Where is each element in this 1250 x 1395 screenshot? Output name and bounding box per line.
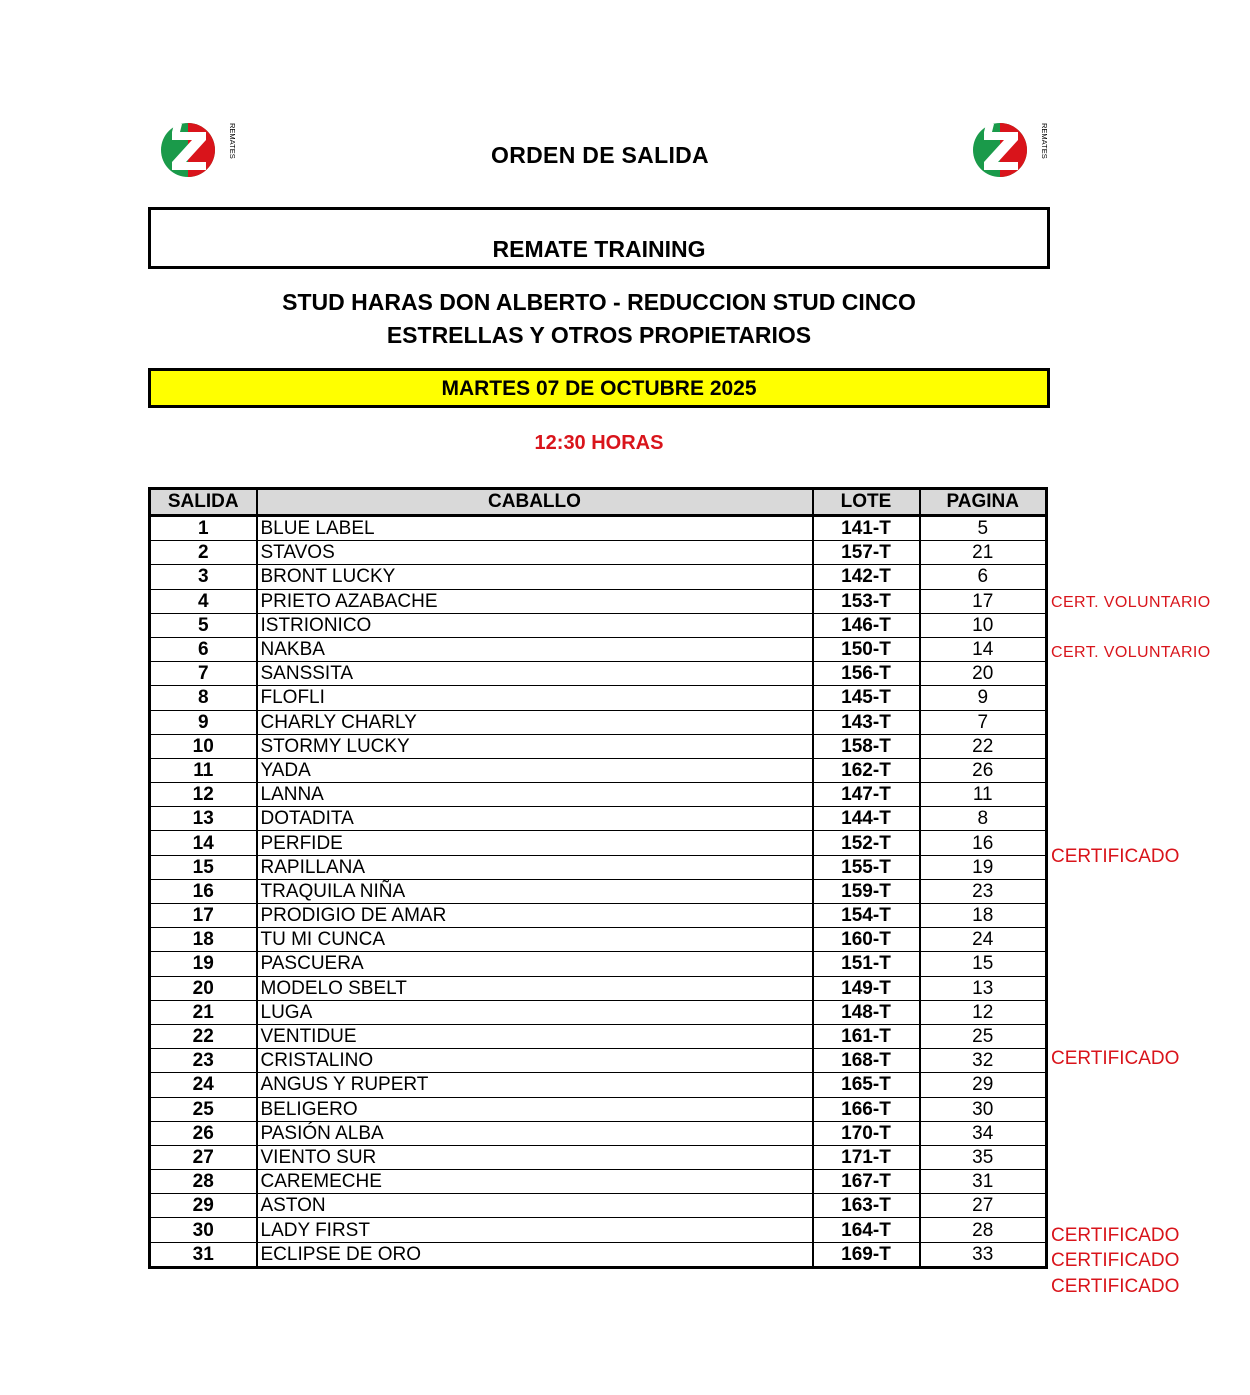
cell-salida: 9	[150, 710, 257, 734]
cell-caballo: STORMY LUCKY	[257, 734, 813, 758]
cell-salida: 30	[150, 1218, 257, 1242]
cell-pagina: 30	[920, 1097, 1047, 1121]
row-note: CERTIFICADO	[1051, 846, 1180, 868]
cell-salida: 24	[150, 1073, 257, 1097]
cell-caballo: CHARLY CHARLY	[257, 710, 813, 734]
cell-salida: 5	[150, 613, 257, 637]
table-row	[150, 1170, 1047, 1194]
cell-caballo: TU MI CUNCA	[257, 928, 813, 952]
cell-lote: 151-T	[813, 952, 920, 976]
cell-pagina: 12	[920, 1000, 1047, 1024]
cell-salida: 4	[150, 589, 257, 613]
table-row	[150, 1097, 1047, 1121]
cell-caballo: NAKBA	[257, 637, 813, 661]
table-row	[150, 855, 1047, 879]
cell-salida: 6	[150, 637, 257, 661]
cell-caballo: ECLIPSE DE ORO	[257, 1242, 813, 1267]
salida-table	[148, 487, 1048, 1269]
cell-lote: 156-T	[813, 662, 920, 686]
cell-caballo: LADY FIRST	[257, 1218, 813, 1242]
cell-pagina: 21	[920, 541, 1047, 565]
row-note: CERT. VOLUNTARIO	[1051, 644, 1211, 662]
table-row	[150, 928, 1047, 952]
cell-pagina: 13	[920, 976, 1047, 1000]
cell-salida: 7	[150, 662, 257, 686]
cell-lote: 143-T	[813, 710, 920, 734]
cell-pagina: 35	[920, 1145, 1047, 1169]
table-row	[150, 662, 1047, 686]
row-note: CERTIFICADO	[1051, 1225, 1180, 1246]
subtitle-line2: ESTRELLAS Y OTROS PROPIETARIOS	[386, 322, 812, 348]
cell-lote: 153-T	[813, 589, 920, 613]
cell-pagina: 33	[920, 1242, 1047, 1267]
cell-salida: 16	[150, 879, 257, 903]
cell-pagina: 25	[920, 1024, 1047, 1048]
cell-caballo: ANGUS Y RUPERT	[257, 1073, 813, 1097]
cell-lote: 166-T	[813, 1097, 920, 1121]
cell-lote: 164-T	[813, 1218, 920, 1242]
cell-salida: 10	[150, 734, 257, 758]
cell-lote: 144-T	[813, 807, 920, 831]
cell-caballo: PASIÓN ALBA	[257, 1121, 813, 1145]
cell-lote: 150-T	[813, 637, 920, 661]
cell-pagina: 15	[920, 952, 1047, 976]
cell-pagina: 31	[920, 1170, 1047, 1194]
cell-pagina: 7	[920, 710, 1047, 734]
cell-salida: 21	[150, 1000, 257, 1024]
cell-pagina: 32	[920, 1049, 1047, 1073]
logo-left	[160, 120, 238, 180]
cell-pagina: 11	[920, 783, 1047, 807]
cell-salida: 12	[150, 783, 257, 807]
cell-lote: 141-T	[813, 516, 920, 541]
cell-lote: 168-T	[813, 1049, 920, 1073]
cell-caballo: MODELO SBELT	[257, 976, 813, 1000]
svg-text:REMATES: REMATES	[1040, 123, 1049, 159]
cell-caballo: CAREMECHE	[257, 1170, 813, 1194]
cell-caballo: LUGA	[257, 1000, 813, 1024]
table-row	[150, 1218, 1047, 1242]
cell-pagina: 18	[920, 904, 1047, 928]
cell-salida: 1	[150, 516, 257, 541]
cell-pagina: 20	[920, 662, 1047, 686]
table-row	[150, 952, 1047, 976]
cell-pagina: 24	[920, 928, 1047, 952]
cell-salida: 14	[150, 831, 257, 855]
cell-caballo: YADA	[257, 758, 813, 782]
table-row	[150, 879, 1047, 903]
cell-caballo: TRAQUILA NIÑA	[257, 879, 813, 903]
subtitle	[148, 286, 1050, 352]
col-header-caballo: CABALLO	[257, 489, 813, 516]
table-row	[150, 516, 1047, 541]
col-header-salida: SALIDA	[150, 489, 257, 516]
cell-pagina: 17	[920, 589, 1047, 613]
cell-pagina: 23	[920, 879, 1047, 903]
cell-pagina: 22	[920, 734, 1047, 758]
cell-salida: 3	[150, 565, 257, 589]
table-row	[150, 686, 1047, 710]
cell-salida: 28	[150, 1170, 257, 1194]
table-row	[150, 807, 1047, 831]
cell-salida: 17	[150, 904, 257, 928]
cell-salida: 22	[150, 1024, 257, 1048]
table-header-row	[150, 489, 1047, 516]
cell-caballo: STAVOS	[257, 541, 813, 565]
cell-caballo: LANNA	[257, 783, 813, 807]
cell-pagina: 19	[920, 855, 1047, 879]
cell-pagina: 10	[920, 613, 1047, 637]
table-row	[150, 637, 1047, 661]
cell-lote: 158-T	[813, 734, 920, 758]
cell-caballo: CRISTALINO	[257, 1049, 813, 1073]
table-row	[150, 831, 1047, 855]
cell-lote: 142-T	[813, 565, 920, 589]
cell-lote: 163-T	[813, 1194, 920, 1218]
cell-salida: 2	[150, 541, 257, 565]
table-row	[150, 1073, 1047, 1097]
cell-lote: 160-T	[813, 928, 920, 952]
cell-caballo: BRONT LUCKY	[257, 565, 813, 589]
table-row	[150, 758, 1047, 782]
cell-pagina: 5	[920, 516, 1047, 541]
cell-lote: 167-T	[813, 1170, 920, 1194]
cell-lote: 159-T	[813, 879, 920, 903]
row-note: CERTIFICADO	[1051, 1275, 1180, 1297]
remate-box	[148, 207, 1050, 269]
cell-salida: 18	[150, 928, 257, 952]
cell-lote: 171-T	[813, 1145, 920, 1169]
row-note: CERTIFICADO	[1051, 1250, 1180, 1272]
cell-lote: 170-T	[813, 1121, 920, 1145]
cell-caballo: PRODIGIO DE AMAR	[257, 904, 813, 928]
cell-lote: 148-T	[813, 1000, 920, 1024]
page-title: ORDEN DE SALIDA	[491, 142, 709, 168]
cell-caballo: PRIETO AZABACHE	[257, 589, 813, 613]
table-row	[150, 710, 1047, 734]
cell-lote: 146-T	[813, 613, 920, 637]
remate-label: REMATE TRAINING	[492, 236, 706, 262]
cell-salida: 31	[150, 1242, 257, 1267]
table-row	[150, 1049, 1047, 1073]
date-bar: MARTES 07 DE OCTUBRE 2025	[148, 368, 1050, 408]
table-row	[150, 1000, 1047, 1024]
cell-lote: 165-T	[813, 1073, 920, 1097]
table-row	[150, 976, 1047, 1000]
cell-pagina: 8	[920, 807, 1047, 831]
cell-lote: 154-T	[813, 904, 920, 928]
row-note: CERTIFICADO	[1051, 1048, 1180, 1070]
cell-lote: 149-T	[813, 976, 920, 1000]
cell-caballo: PERFIDE	[257, 831, 813, 855]
cell-lote: 157-T	[813, 541, 920, 565]
svg-text:REMATES: REMATES	[228, 123, 237, 159]
cell-salida: 25	[150, 1097, 257, 1121]
cell-salida: 19	[150, 952, 257, 976]
cell-pagina: 34	[920, 1121, 1047, 1145]
cell-lote: 152-T	[813, 831, 920, 855]
cell-pagina: 16	[920, 831, 1047, 855]
cell-caballo: PASCUERA	[257, 952, 813, 976]
cell-lote: 161-T	[813, 1024, 920, 1048]
cell-salida: 11	[150, 758, 257, 782]
cell-salida: 27	[150, 1145, 257, 1169]
remates-logo-icon	[160, 120, 238, 180]
cell-lote: 147-T	[813, 783, 920, 807]
cell-caballo: ISTRIONICO	[257, 613, 813, 637]
table-row	[150, 1194, 1047, 1218]
cell-caballo: FLOFLI	[257, 686, 813, 710]
table-row	[150, 613, 1047, 637]
time-label: 12:30 HORAS	[534, 432, 664, 454]
cell-salida: 29	[150, 1194, 257, 1218]
cell-pagina: 9	[920, 686, 1047, 710]
cell-salida: 20	[150, 976, 257, 1000]
cell-caballo: BLUE LABEL	[257, 516, 813, 541]
cell-caballo: VIENTO SUR	[257, 1145, 813, 1169]
cell-lote: 169-T	[813, 1242, 920, 1267]
cell-caballo: SANSSITA	[257, 662, 813, 686]
table-row	[150, 1024, 1047, 1048]
cell-salida: 15	[150, 855, 257, 879]
logo-right	[972, 120, 1050, 180]
cell-caballo: BELIGERO	[257, 1097, 813, 1121]
cell-pagina: 29	[920, 1073, 1047, 1097]
remates-logo-icon	[972, 120, 1050, 180]
table-row	[150, 541, 1047, 565]
table-row	[150, 1242, 1047, 1267]
table-row	[150, 1121, 1047, 1145]
row-note: CERT. VOLUNTARIO	[1051, 593, 1211, 611]
table-row	[150, 783, 1047, 807]
cell-lote: 162-T	[813, 758, 920, 782]
table-row	[150, 1145, 1047, 1169]
table-row	[150, 565, 1047, 589]
cell-pagina: 6	[920, 565, 1047, 589]
cell-salida: 8	[150, 686, 257, 710]
cell-salida: 13	[150, 807, 257, 831]
col-header-pagina: PAGINA	[920, 489, 1047, 516]
cell-caballo: VENTIDUE	[257, 1024, 813, 1048]
cell-lote: 145-T	[813, 686, 920, 710]
cell-pagina: 14	[920, 637, 1047, 661]
table-row	[150, 904, 1047, 928]
cell-caballo: DOTADITA	[257, 807, 813, 831]
cell-lote: 155-T	[813, 855, 920, 879]
cell-salida: 23	[150, 1049, 257, 1073]
cell-caballo: RAPILLANA	[257, 855, 813, 879]
cell-salida: 26	[150, 1121, 257, 1145]
cell-caballo: ASTON	[257, 1194, 813, 1218]
table-row	[150, 589, 1047, 613]
cell-pagina: 28	[920, 1218, 1047, 1242]
table-row	[150, 734, 1047, 758]
subtitle-line1: STUD HARAS DON ALBERTO - REDUCCION STUD CINCO	[282, 289, 916, 315]
cell-pagina: 27	[920, 1194, 1047, 1218]
col-header-lote: LOTE	[813, 489, 920, 516]
cell-pagina: 26	[920, 758, 1047, 782]
